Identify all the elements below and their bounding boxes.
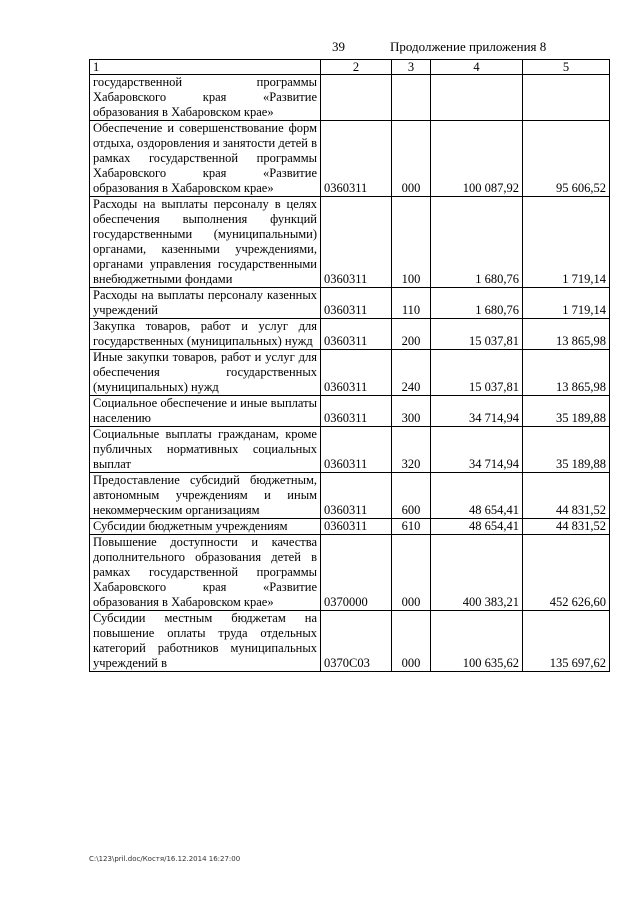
- row-expense-type: 110: [392, 288, 431, 319]
- table-row: [90, 319, 610, 350]
- row-description: Социальное обеспечение и иные выплаты населению: [90, 396, 321, 427]
- budget-table: [89, 59, 610, 672]
- row-description: Предоставление субсидий бюджетным, автономным учреждениям и иным некоммерческим организациям: [90, 473, 321, 519]
- row-amount-year1: 1 680,76: [431, 288, 523, 319]
- row-description: Закупка товаров, работ и услуг для государственных (муниципальных) нужд: [90, 319, 321, 350]
- row-expense-type: 320: [392, 427, 431, 473]
- row-expense-type: 000: [392, 611, 431, 672]
- row-target-code: 0360311: [321, 396, 392, 427]
- row-amount-year1: [431, 75, 523, 121]
- page-number: 39: [332, 39, 345, 54]
- row-expense-type: 000: [392, 121, 431, 197]
- row-amount-year2: 135 697,62: [523, 611, 610, 672]
- row-amount-year1: 15 037,81: [431, 350, 523, 396]
- row-amount-year2: [523, 75, 610, 121]
- row-target-code: 0370000: [321, 535, 392, 611]
- row-amount-year1: 100 087,92: [431, 121, 523, 197]
- row-target-code: 0360311: [321, 350, 392, 396]
- page-header: [0, 39, 640, 55]
- column-header: 1: [90, 60, 321, 75]
- row-amount-year2: 13 865,98: [523, 319, 610, 350]
- row-amount-year2: 1 719,14: [523, 288, 610, 319]
- table-row: [90, 427, 610, 473]
- row-expense-type: 100: [392, 197, 431, 288]
- table-row: [90, 288, 610, 319]
- table-row: [90, 519, 610, 535]
- column-header: 4: [431, 60, 523, 75]
- row-target-code: 0360311: [321, 197, 392, 288]
- row-target-code: [321, 75, 392, 121]
- row-target-code: 0360311: [321, 288, 392, 319]
- row-description: Обеспечение и совершенствование форм отдыха, оздоровления и занятости детей в рамках государственной программы Хабаровского края «Развитие образования в Хабаровском крае»: [90, 121, 321, 197]
- row-expense-type: 200: [392, 319, 431, 350]
- row-expense-type: 240: [392, 350, 431, 396]
- row-amount-year2: 44 831,52: [523, 519, 610, 535]
- row-amount-year2: 13 865,98: [523, 350, 610, 396]
- row-description: Расходы на выплаты персоналу в целях обеспечения выполнения функций государственными (муниципальными) органами, казенными учреждениями, органами управления государственными внебюджетными фондами: [90, 197, 321, 288]
- appendix-continuation-label: Продолжение приложения 8: [390, 39, 547, 54]
- column-header: 2: [321, 60, 392, 75]
- row-amount-year2: 1 719,14: [523, 197, 610, 288]
- column-header: 5: [523, 60, 610, 75]
- row-description: Социальные выплаты гражданам, кроме публичных нормативных социальных выплат: [90, 427, 321, 473]
- table-row: [90, 473, 610, 519]
- row-target-code: 0360311: [321, 519, 392, 535]
- row-amount-year2: 95 606,52: [523, 121, 610, 197]
- row-description: государственной программы Хабаровского края «Развитие образования в Хабаровском крае»: [90, 75, 321, 121]
- table-row: [90, 121, 610, 197]
- row-description: Субсидии бюджетным учреждениям: [90, 519, 321, 535]
- table-row: [90, 396, 610, 427]
- row-amount-year1: 34 714,94: [431, 396, 523, 427]
- row-amount-year1: 1 680,76: [431, 197, 523, 288]
- table-row: [90, 535, 610, 611]
- row-description: Субсидии местным бюджетам на повышение оплаты труда отдельных категорий работников муниципальных учреждений в: [90, 611, 321, 672]
- file-path-footer: C:\123\pril.doc/Костя/16.12.2014 16:27:00: [89, 855, 241, 863]
- row-amount-year2: 44 831,52: [523, 473, 610, 519]
- row-description: Расходы на выплаты персоналу казенных учреждений: [90, 288, 321, 319]
- row-expense-type: 000: [392, 535, 431, 611]
- row-amount-year1: 15 037,81: [431, 319, 523, 350]
- row-description: Повышение доступности и качества дополнительного образования детей в рамках государственной программы Хабаровского края «Развитие образования в Хабаровском крае»: [90, 535, 321, 611]
- row-target-code: 0360311: [321, 427, 392, 473]
- row-target-code: 0360311: [321, 121, 392, 197]
- row-description: Иные закупки товаров, работ и услуг для обеспечения государственных (муниципальных) нужд: [90, 350, 321, 396]
- table-row: [90, 350, 610, 396]
- table-row: [90, 75, 610, 121]
- row-expense-type: 610: [392, 519, 431, 535]
- row-amount-year2: 35 189,88: [523, 396, 610, 427]
- row-amount-year2: 35 189,88: [523, 427, 610, 473]
- row-amount-year1: 48 654,41: [431, 473, 523, 519]
- row-expense-type: 600: [392, 473, 431, 519]
- row-target-code: 0370С03: [321, 611, 392, 672]
- row-amount-year1: 400 383,21: [431, 535, 523, 611]
- row-target-code: 0360311: [321, 319, 392, 350]
- column-header: 3: [392, 60, 431, 75]
- table-row: [90, 611, 610, 672]
- table-row: [90, 197, 610, 288]
- table-header-row: [90, 60, 610, 75]
- row-amount-year1: 48 654,41: [431, 519, 523, 535]
- row-amount-year2: 452 626,60: [523, 535, 610, 611]
- row-amount-year1: 100 635,62: [431, 611, 523, 672]
- row-target-code: 0360311: [321, 473, 392, 519]
- row-expense-type: 300: [392, 396, 431, 427]
- row-amount-year1: 34 714,94: [431, 427, 523, 473]
- row-expense-type: [392, 75, 431, 121]
